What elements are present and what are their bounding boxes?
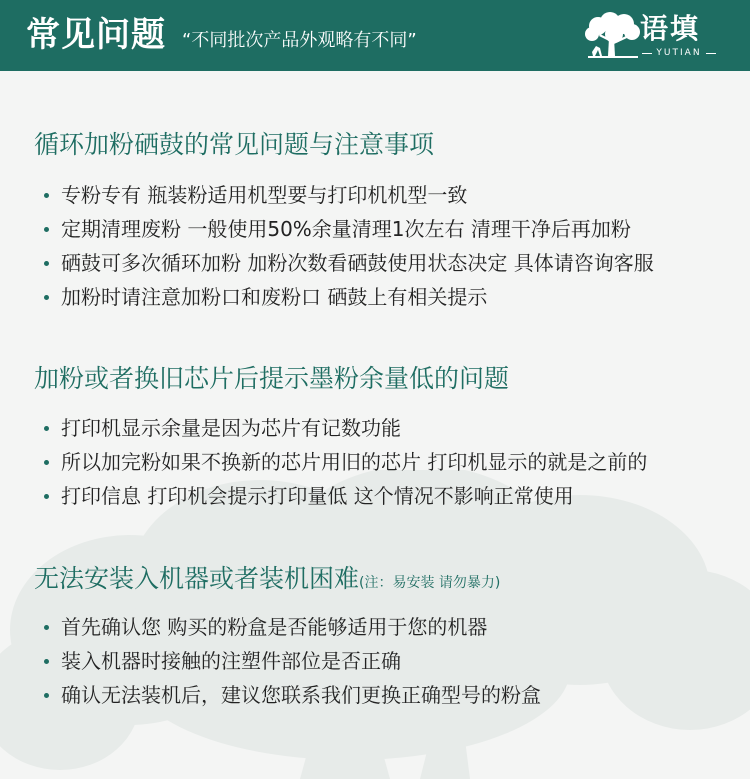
- list-item-text: 打印信息 打印机会提示打印量低 这个情况不影响正常使用: [61, 484, 574, 508]
- bullet-icon: [44, 659, 49, 664]
- list-item-text: 定期清理废粉 一般使用50%余量清理1次左右 清理干净后再加粉: [61, 217, 631, 241]
- bullet-icon: [44, 460, 49, 465]
- page-title: 常见问题: [26, 15, 166, 55]
- section-title-install: [34, 562, 500, 600]
- list-item: [44, 447, 647, 477]
- list-item: [44, 180, 467, 210]
- page-subtitle: “不同批次产品外观略有不同”: [182, 30, 417, 51]
- list-item-text: 硒鼓可多次循环加粉 加粉次数看硒鼓使用状态决定 具体请咨询客服: [61, 251, 654, 275]
- bullet-icon: [44, 193, 49, 198]
- list-item: [44, 214, 631, 244]
- bullet-icon: [44, 426, 49, 431]
- bullet-icon: [44, 494, 49, 499]
- list-item: [44, 282, 487, 312]
- list-item-text: 装入机器时接触的注塑件部位是否正确: [61, 649, 401, 673]
- list-item-text: 确认无法装机后，建议您联系我们更换正确型号的粉盒: [61, 683, 541, 707]
- bullet-icon: [44, 625, 49, 630]
- bullet-icon: [44, 295, 49, 300]
- list-item-text: 专粉专有 瓶装粉适用机型要与打印机机型一致: [61, 183, 468, 207]
- list-item-text: 打印机显示余量是因为芯片有记数功能: [61, 416, 401, 440]
- bullet-icon: [44, 227, 49, 232]
- bullet-icon: [44, 693, 49, 698]
- list-item: [44, 248, 654, 278]
- tree-logo-icon: [584, 12, 642, 60]
- list-item-text: 首先确认您 购买的粉盒是否能够适用于您的机器: [61, 615, 488, 639]
- list-item: [44, 680, 541, 710]
- list-item-text: 所以加完粉如果不换新的芯片用旧的芯片 打印机显示的就是之前的: [61, 450, 648, 474]
- section-title-toner-low: 加粉或者换旧芯片后提示墨粉余量低的问题: [34, 364, 510, 393]
- list-item: [44, 612, 487, 642]
- list-item: [44, 481, 574, 511]
- bullet-icon: [44, 261, 49, 266]
- brand-name: 语填: [640, 12, 701, 45]
- section-title-refill-faq: 循环加粉硒鼓的常见问题与注意事项: [34, 130, 435, 159]
- header-bar: [0, 0, 750, 71]
- section-title-text: 无法安装入机器或者装机困难: [34, 564, 360, 593]
- list-item-text: 加粉时请注意加粉口和废粉口 硒鼓上有相关提示: [61, 285, 488, 309]
- list-item: [44, 646, 401, 676]
- brand-divider: [706, 53, 716, 54]
- brand-name-en: YUTIAN: [656, 48, 702, 58]
- section-note: (注：易安装 请勿暴力): [359, 575, 501, 591]
- list-item: [44, 413, 401, 443]
